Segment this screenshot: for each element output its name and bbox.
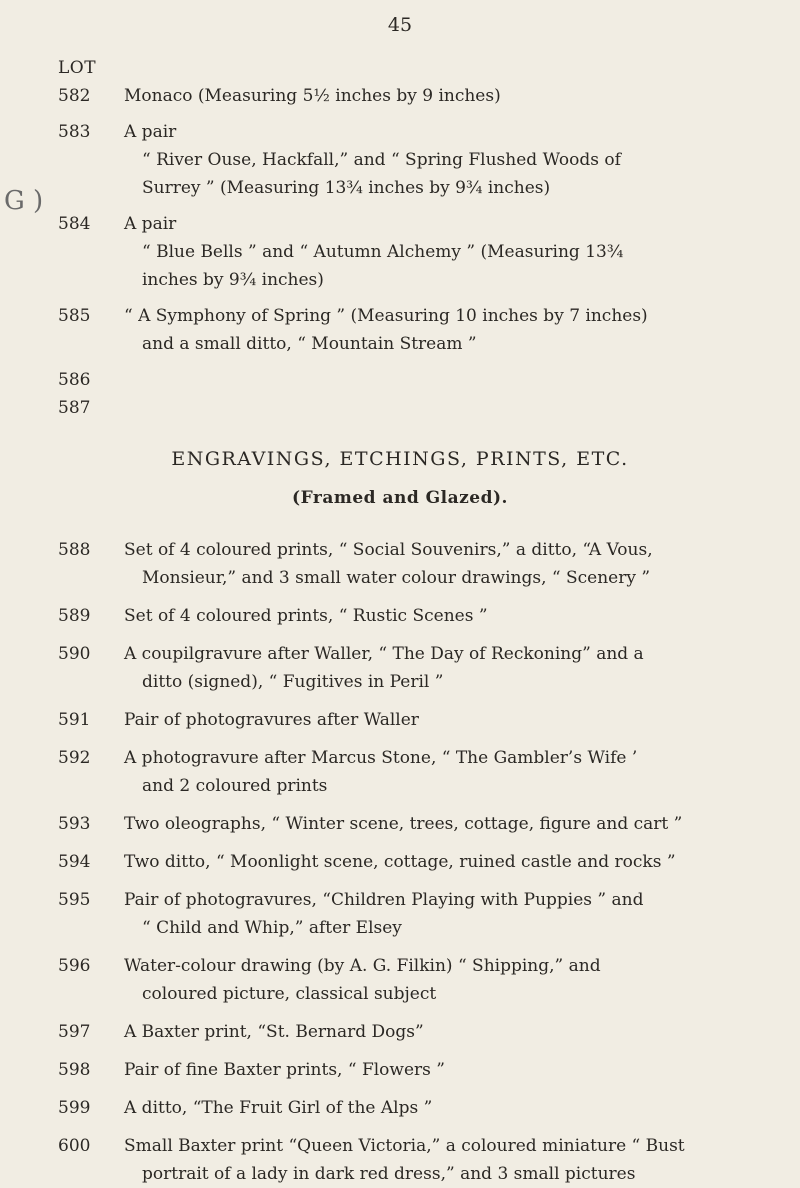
lot-number: 597 xyxy=(58,1022,91,1042)
lot-description: Two ditto, “ Moonlight scene, cottage, ruined castle and rocks ” xyxy=(124,852,676,872)
lot-description: Water-colour drawing (by A. G. Filkin) “ Shipping,” and coloured picture, classical subject xyxy=(124,956,601,1004)
lot-entry xyxy=(58,82,778,110)
lot-number: 593 xyxy=(58,814,91,834)
lot-entry xyxy=(58,238,778,294)
lot-description: A coupilgravure after Waller, “ The Day of Reckoning” and a ditto (signed), “ Fugitives in Peril ” xyxy=(124,644,644,692)
lot-entry xyxy=(58,536,778,592)
lot-number: 600 xyxy=(58,1136,91,1156)
lot-list-top xyxy=(58,82,778,422)
lot-description: Pair of photogravures after Waller xyxy=(124,710,419,730)
lot-number: 583 xyxy=(58,122,91,142)
lot-description: Pair of fine Baxter prints, “ Flowers ” xyxy=(124,1060,445,1080)
lot-entry xyxy=(58,146,778,202)
lot-entry xyxy=(58,952,778,1008)
margin-bracket-mark: G ) xyxy=(4,186,44,216)
lot-description: Set of 4 coloured prints, “ Rustic Scenes ” xyxy=(124,606,488,626)
lot-number: 591 xyxy=(58,710,91,730)
lot-entry xyxy=(58,302,778,358)
lot-description: “ A Symphony of Spring ” (Measuring 10 inches by 7 inches) and a small ditto, “ Mountain Stream ” xyxy=(124,306,648,354)
lot-entry xyxy=(58,848,778,876)
section-heading: ENGRAVINGS, ETCHINGS, PRINTS, ETC. xyxy=(171,448,629,470)
page-number: 45 xyxy=(387,14,413,36)
lot-entry xyxy=(58,1056,778,1084)
lot-number: 598 xyxy=(58,1060,91,1080)
lot-list-bottom xyxy=(58,536,778,1188)
lot-description: “ Blue Bells ” and “ Autumn Alchemy ” (Measuring 13¾ inches by 9¾ inches) xyxy=(142,242,624,290)
lot-entry xyxy=(58,602,778,630)
lot-number: 594 xyxy=(58,852,91,872)
lot-description: Monaco (Measuring 5½ inches by 9 inches) xyxy=(124,86,501,106)
lot-description: A photogravure after Marcus Stone, “ The Gambler’s Wife ’ and 2 coloured prints xyxy=(124,748,638,796)
lot-number: 585 xyxy=(58,306,91,326)
lot-number: 582 xyxy=(58,86,91,106)
lot-number: 595 xyxy=(58,890,91,910)
lot-number: 596 xyxy=(58,956,91,976)
lot-description: Set of 4 coloured prints, “ Social Souvenirs,” a ditto, “A Vous, Monsieur,” and 3 small water colour drawings, “ Scenery ” xyxy=(124,540,653,588)
lot-entry xyxy=(58,1132,778,1188)
lot-entry xyxy=(58,886,778,942)
lot-entry xyxy=(58,118,778,146)
lot-description: A pair xyxy=(124,214,177,234)
lot-number: 588 xyxy=(58,540,91,560)
lot-entry xyxy=(58,1094,778,1122)
lot-number: 586 xyxy=(58,370,91,390)
lot-number: 599 xyxy=(58,1098,91,1118)
lot-number: 592 xyxy=(58,748,91,768)
section-subheading: (Framed and Glazed). xyxy=(292,488,508,508)
lot-description: Pair of photogravures, “Children Playing with Puppies ” and “ Child and Whip,” after Elsey xyxy=(124,890,644,938)
lot-number: 590 xyxy=(58,644,91,664)
lot-entry xyxy=(58,210,778,238)
lot-entry xyxy=(58,744,778,800)
lot-number: 584 xyxy=(58,214,91,234)
lot-entry xyxy=(58,1018,778,1046)
lot-entry xyxy=(58,810,778,838)
lot-entry xyxy=(58,366,778,394)
lot-description: Two oleographs, “ Winter scene, trees, cottage, figure and cart ” xyxy=(124,814,683,834)
lot-entry xyxy=(58,640,778,696)
lot-description: “ River Ouse, Hackfall,” and “ Spring Flushed Woods of Surrey ” (Measuring 13¾ inches by 9¾ inches) xyxy=(142,150,621,198)
lot-description: A Baxter print, “St. Bernard Dogs” xyxy=(124,1022,424,1042)
lot-entry xyxy=(58,394,778,422)
lot-description: Small Baxter print “Queen Victoria,” a coloured miniature “ Bust portrait of a lady in dark red dress,” and 3 small pictures xyxy=(124,1136,685,1184)
lot-description: A pair xyxy=(124,122,177,142)
lot-number: 589 xyxy=(58,606,91,626)
lot-entry xyxy=(58,706,778,734)
lot-description: A ditto, “The Fruit Girl of the Alps ” xyxy=(124,1098,433,1118)
lot-number: 587 xyxy=(58,398,91,418)
lot-column-header: LOT xyxy=(58,58,97,78)
